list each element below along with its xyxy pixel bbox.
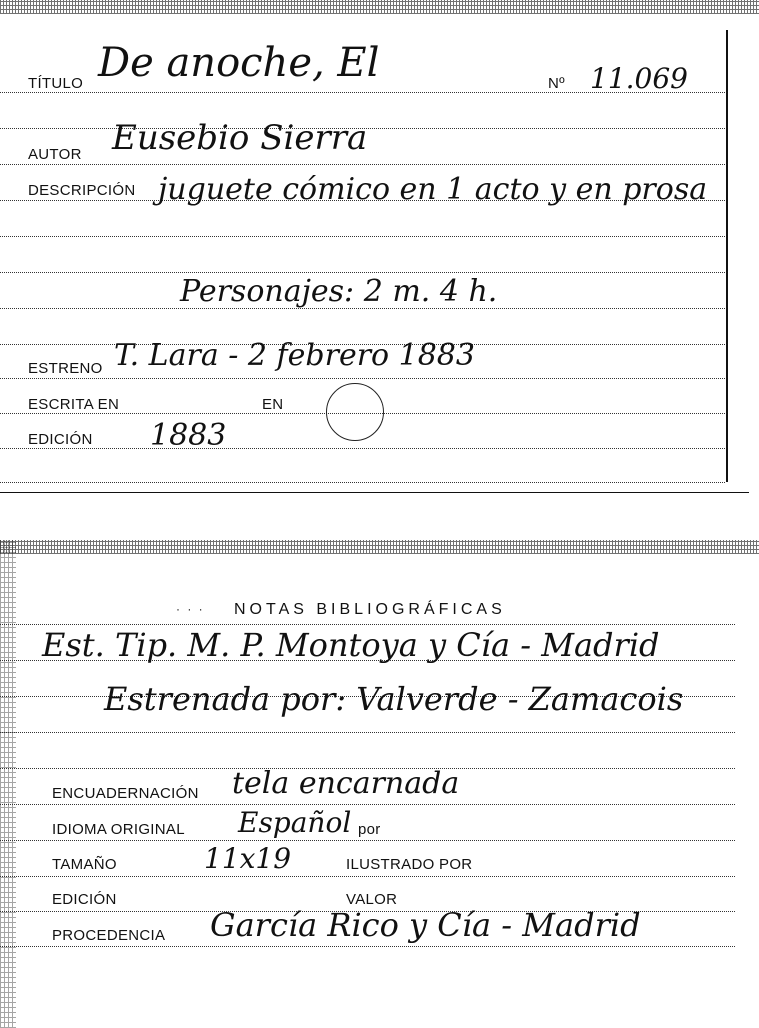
ilustrado-por-label: ILUSTRADO POR (346, 856, 473, 873)
numero-label: Nº (548, 75, 565, 92)
notes-line-1: Est. Tip. M. P. Montoya y Cía - Madrid (42, 626, 660, 664)
escrita-en-label: ESCRITA EN (28, 396, 120, 413)
descripcion-value: juguete cómico en 1 acto y en prosa (158, 172, 708, 207)
tamano-value: 11x19 (204, 842, 292, 875)
estreno-value: T. Lara - 2 febrero 1883 (114, 338, 475, 373)
personajes-value: Personajes: 2 m. 4 h. (180, 274, 498, 309)
procedencia-value: García Rico y Cía - Madrid (210, 906, 641, 944)
en-label: EN (262, 396, 284, 413)
valor-label: VALOR (346, 891, 398, 908)
ruled-line (0, 624, 735, 625)
autor-label: AUTOR (28, 146, 82, 163)
ruled-line (0, 164, 725, 165)
ruled-line (0, 378, 725, 379)
ruled-line (0, 482, 725, 483)
titulo-value: De anoche, El (98, 40, 380, 86)
catalog-card-bottom (0, 540, 759, 1028)
idioma-trailing: por (358, 821, 381, 838)
ruled-line (0, 946, 735, 947)
card-separator (0, 492, 749, 493)
ruled-line (0, 236, 725, 237)
heading-mark: · · · (176, 602, 205, 616)
stamp-circle (326, 383, 384, 441)
card-torn-edge-left (0, 540, 16, 1028)
idioma-value: Español (238, 806, 352, 839)
numero-value: 11.069 (590, 62, 688, 95)
ruled-line (0, 448, 725, 449)
notes-line-2: Estrenada por: Valverde - Zamacois (104, 680, 684, 718)
estreno-label: ESTRENO (28, 360, 103, 377)
tamano-label: TAMAÑO (52, 856, 117, 873)
catalog-card-top (0, 0, 759, 495)
ruled-line (0, 876, 735, 877)
card-right-border (726, 30, 728, 482)
autor-value: Eusebio Sierra (112, 118, 368, 158)
procedencia-label: PROCEDENCIA (52, 927, 166, 944)
ruled-line (0, 840, 735, 841)
encuadernacion-value: tela encarnada (232, 766, 460, 801)
card-torn-edge (0, 0, 759, 14)
edicion-label-bottom: EDICIÓN (52, 891, 117, 908)
edicion-value: 1883 (150, 418, 227, 453)
card-torn-edge (0, 540, 759, 554)
descripcion-label: DESCRIPCIÓN (28, 182, 136, 199)
encuadernacion-label: ENCUADERNACIÓN (52, 785, 199, 802)
idioma-label: IDIOMA ORIGINAL (52, 821, 185, 838)
titulo-label: TÍTULO (28, 75, 84, 92)
ruled-line (0, 804, 735, 805)
ruled-line (0, 732, 735, 733)
notas-heading: NOTAS BIBLIOGRÁFICAS (234, 601, 506, 618)
ruled-line (0, 272, 725, 273)
edicion-label: EDICIÓN (28, 431, 93, 448)
